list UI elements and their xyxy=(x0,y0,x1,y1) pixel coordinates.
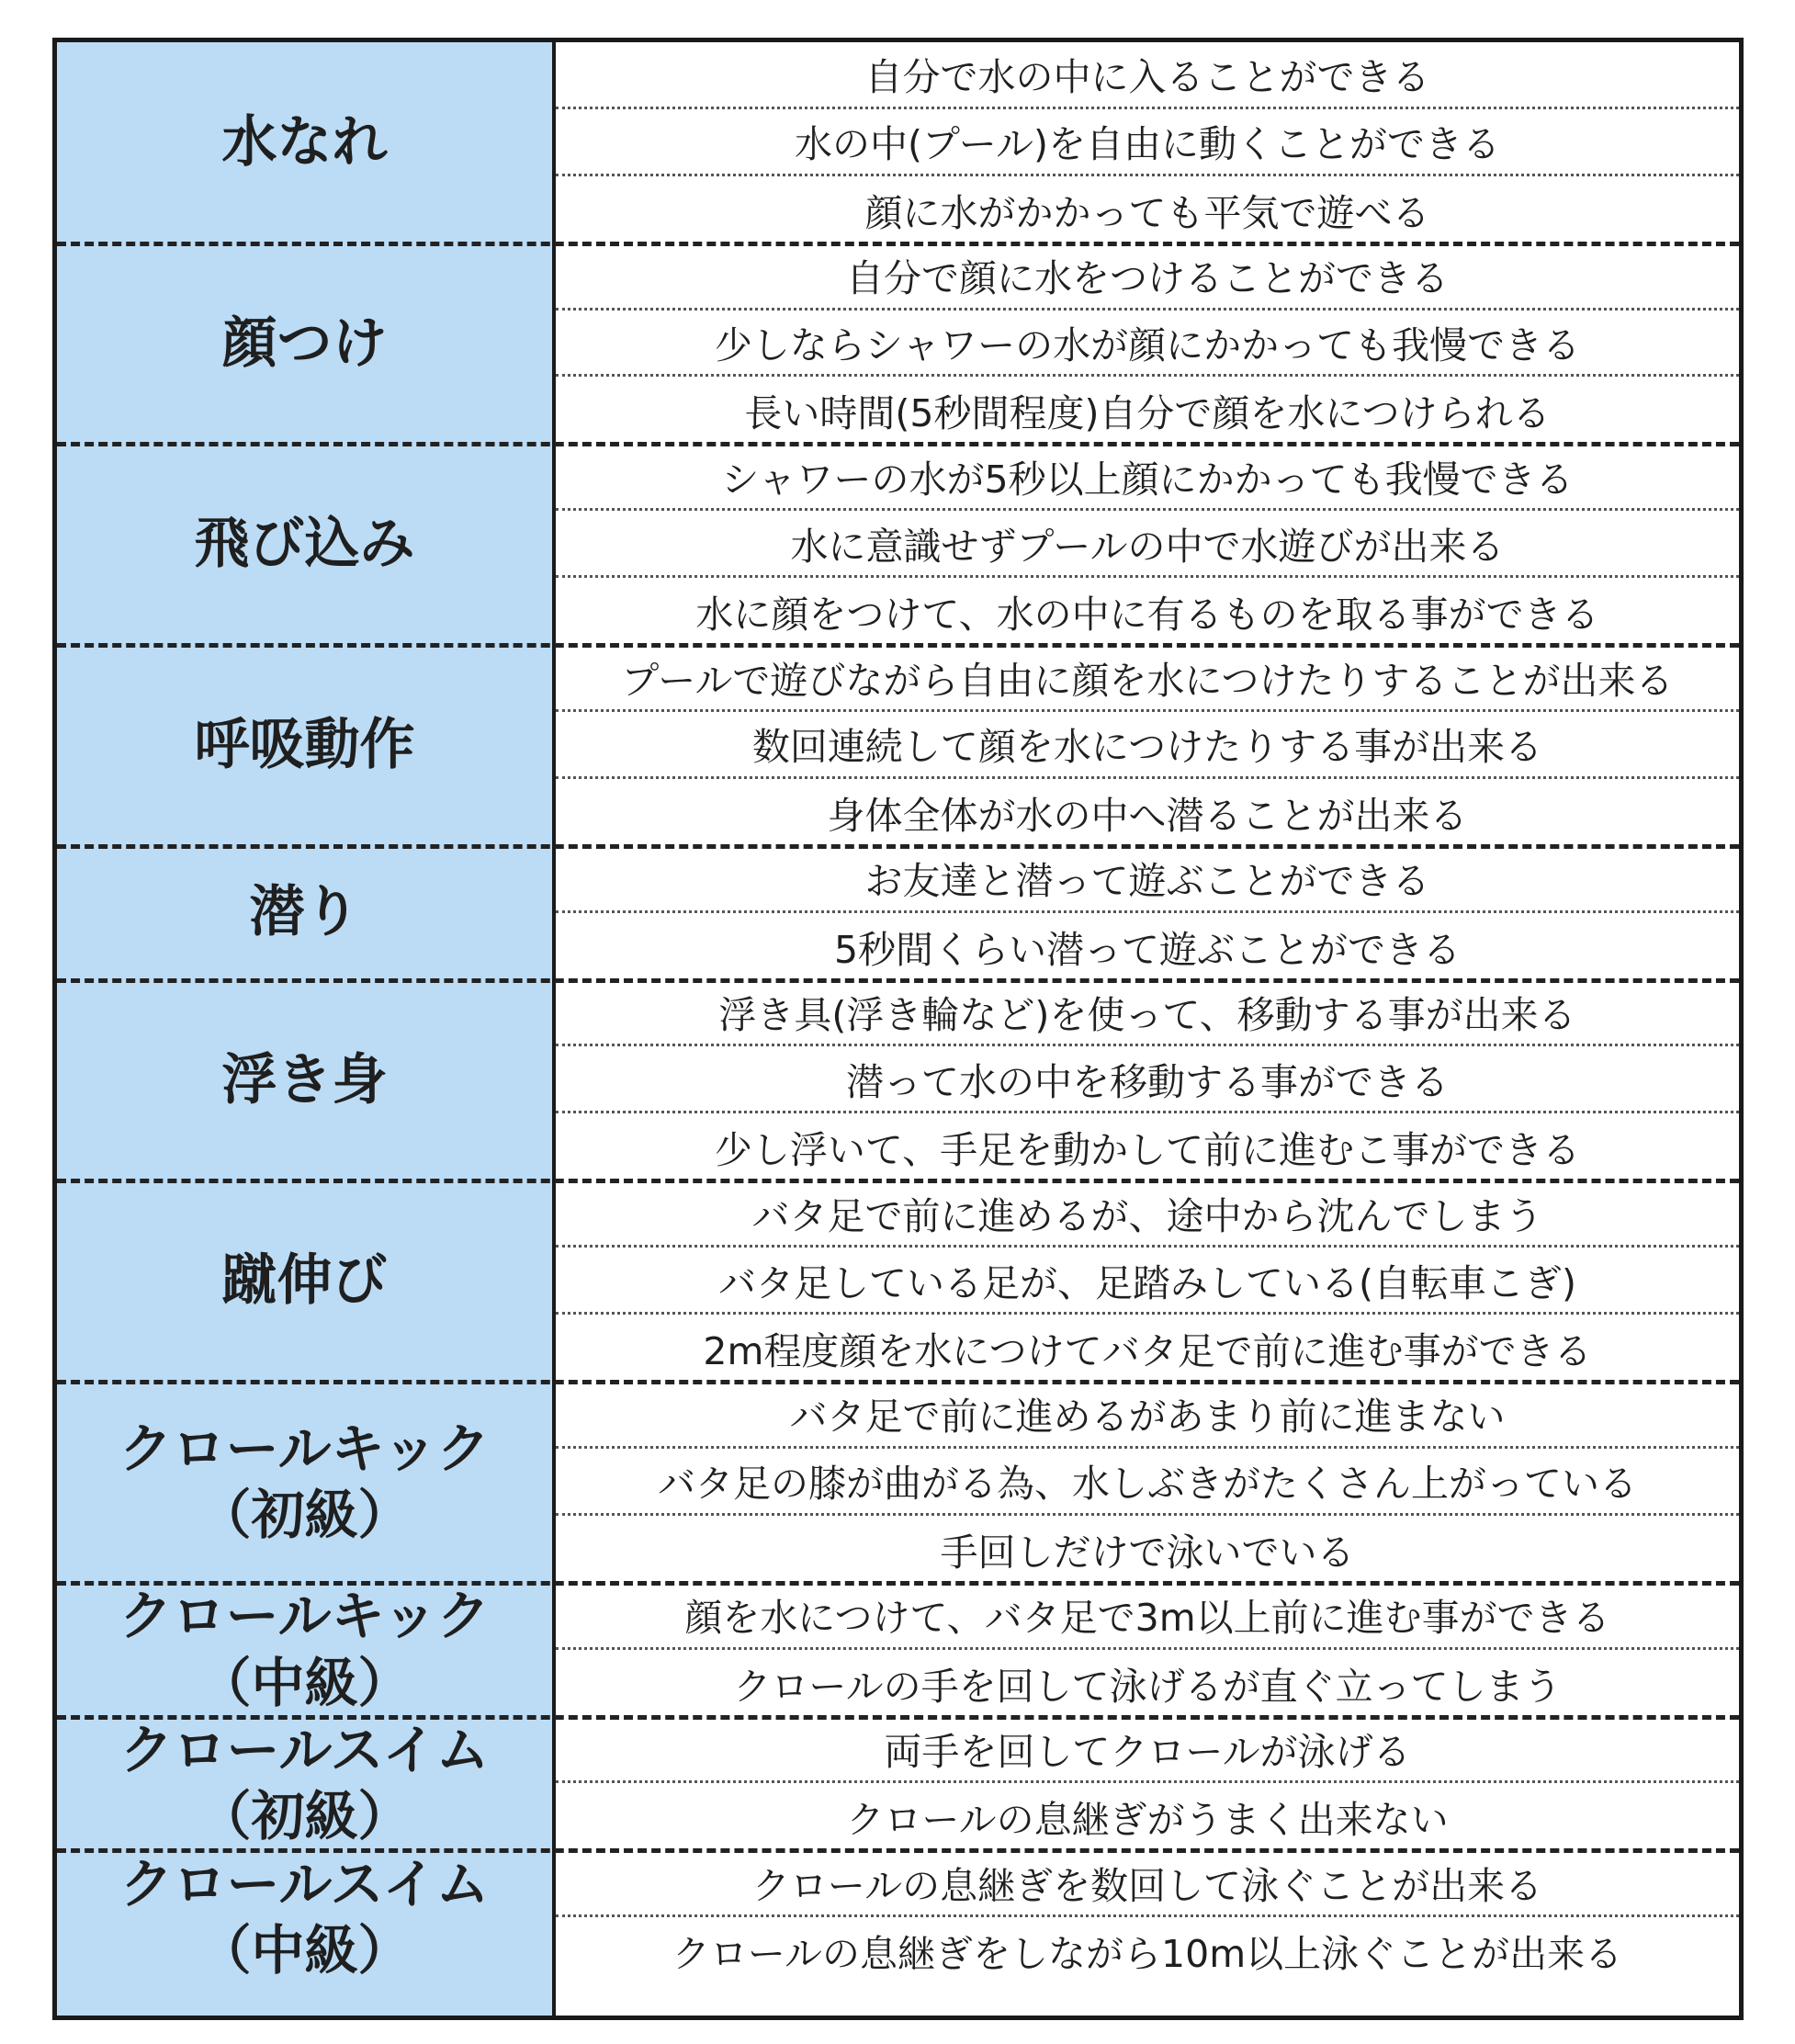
criterion-item: バタ足で前に進めるがあまり前に進まない xyxy=(556,1382,1739,1449)
criterion-item: クロールの手を回して泳げるが直ぐ立ってしまう xyxy=(733,1664,1562,1709)
criterion-item: 少し浮いて、手足を動かして前に進むこ事ができる xyxy=(714,1128,1581,1173)
criterion-item: 少しならシャワーの水が顔にかかっても我慢できる xyxy=(556,311,1739,378)
criteria-column xyxy=(556,42,1739,2016)
category-label: 飛び込み xyxy=(194,512,415,577)
category-label: 潜り xyxy=(249,880,360,945)
criterion-item: お友達と潜って遊ぶことができる xyxy=(556,846,1739,913)
criterion-item: クロールの息継ぎを数回して泳ぐことが出来る xyxy=(556,1850,1739,1917)
criterion-item: 浮き具(浮き輪など)を使って、移動する事が出来る xyxy=(556,980,1739,1047)
criterion-item: 長い時間(5秒間程度)自分で顔を水につけられる xyxy=(744,391,1551,436)
category-column xyxy=(57,42,556,2016)
skill-checklist-table xyxy=(52,38,1744,2020)
category-label: 呼吸動作 xyxy=(194,713,415,778)
category-label: クロールキック （中級） xyxy=(119,1585,491,1714)
category-label: 顔つけ xyxy=(221,311,388,376)
criterion-item: バタ足している足が、足踏みしている(自転車こぎ) xyxy=(556,1248,1739,1315)
group-divider xyxy=(57,978,1739,983)
criterion-item: 顔に水がかかっても平気で遊べる xyxy=(864,190,1430,235)
criterion-item: 数回連続して顔を水につけたりする事が出来る xyxy=(556,712,1739,779)
criterion-item: 潜って水の中を移動する事ができる xyxy=(556,1047,1739,1114)
criterion-item: 両手を回してクロールが泳げる xyxy=(556,1717,1739,1784)
criterion-item: プールで遊びながら自由に顔を水につけたりすることが出来る xyxy=(556,645,1739,712)
criterion-item: シャワーの水が5秒以上顔にかかっても我慢できる xyxy=(556,444,1739,511)
category-label: クロールキック （初級） xyxy=(119,1417,491,1547)
criterion-item: 手回しだけで泳いでいる xyxy=(940,1530,1355,1575)
group-divider xyxy=(57,442,1739,446)
criterion-item: 自分で水の中に入ることができる xyxy=(556,42,1739,109)
group-divider xyxy=(57,1581,1739,1586)
criterion-item: 水に顔をつけて、水の中に有るものを取る事ができる xyxy=(695,593,1599,638)
criterion-item: バタ足の膝が曲がる為、水しぶきがたくさん上がっている xyxy=(556,1449,1739,1516)
category-label: 浮き身 xyxy=(221,1047,388,1112)
criterion-item: 水の中(プール)を自由に動くことができる xyxy=(556,109,1739,176)
criterion-item: バタ足で前に進めるが、途中から沈んでしまう xyxy=(556,1180,1739,1248)
group-divider xyxy=(57,1715,1739,1720)
criterion-item: 水に意識せずプールの中で水遊びが出来る xyxy=(556,511,1739,578)
category-label: クロールスイム （初級） xyxy=(119,1718,490,1848)
criterion-item: クロールの息継ぎをしながら10m以上泳ぐことが出来る xyxy=(672,1932,1623,1977)
criterion-item: 2m程度顔を水につけてバタ足で前に進む事ができる xyxy=(703,1329,1592,1374)
group-divider xyxy=(57,844,1739,849)
category-label: 水なれ xyxy=(221,109,388,175)
group-divider xyxy=(57,242,1739,246)
group-divider xyxy=(57,1179,1739,1183)
criterion-item: 5秒間くらい潜って遊ぶことができる xyxy=(833,927,1462,972)
group-divider xyxy=(57,643,1739,648)
category-label: クロールスイム （中級） xyxy=(119,1852,490,1982)
group-divider xyxy=(57,1380,1739,1384)
criterion-item: 自分で顔に水をつけることができる xyxy=(556,243,1739,311)
criterion-item: クロールの息継ぎがうまく出来ない xyxy=(846,1798,1449,1843)
category-label: 蹴伸び xyxy=(221,1248,388,1314)
criterion-item: 顔を水につけて、バタ足で3m以上前に進む事ができる xyxy=(556,1583,1739,1650)
group-divider xyxy=(57,1848,1739,1853)
criterion-item: 身体全体が水の中へ潜ることが出来る xyxy=(827,793,1468,838)
